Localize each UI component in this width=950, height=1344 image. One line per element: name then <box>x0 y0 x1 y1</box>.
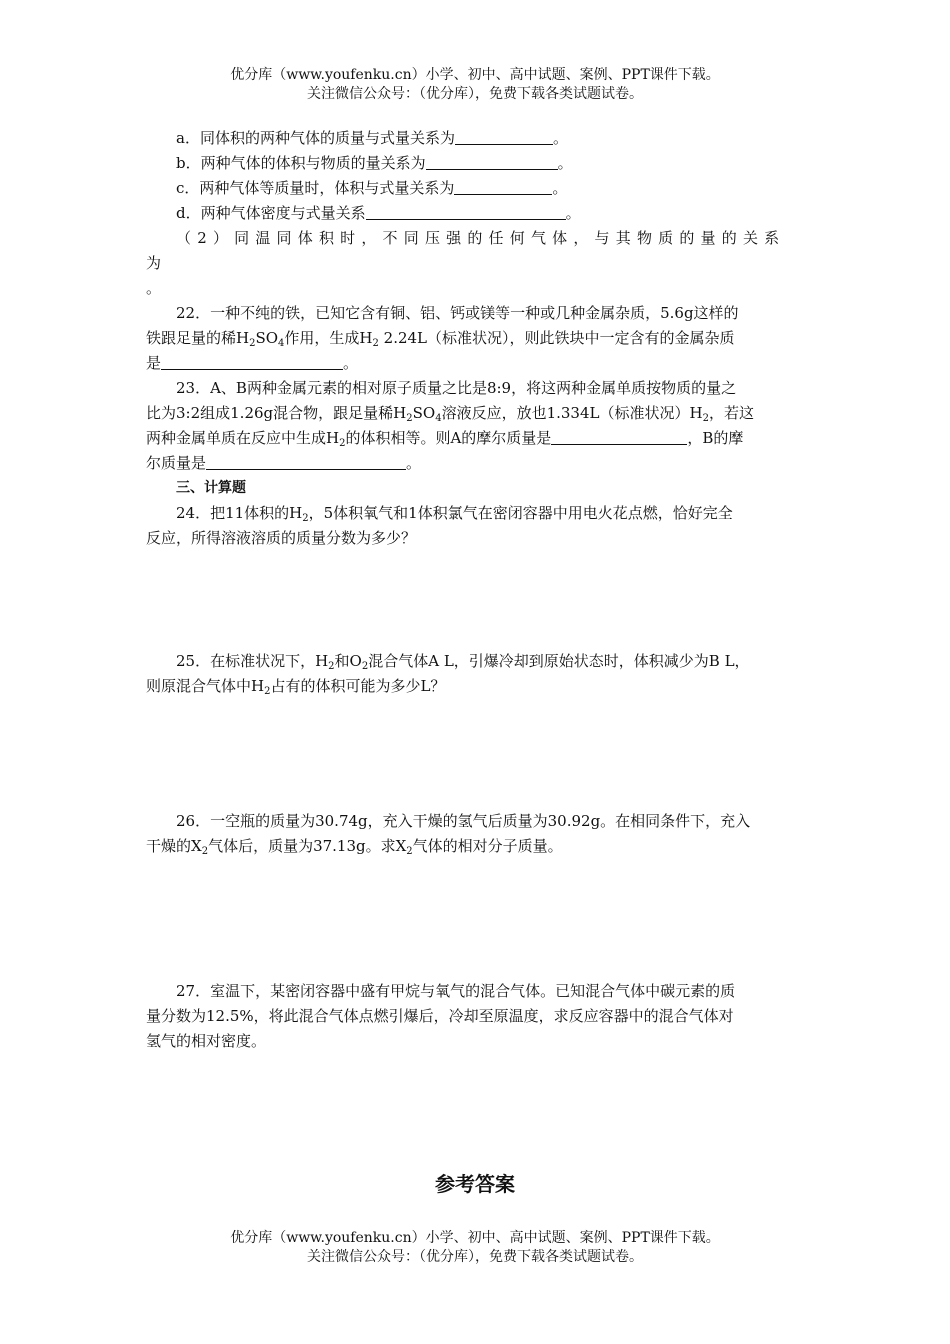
answer-blank[interactable] <box>206 453 406 470</box>
answer-blank[interactable] <box>455 128 553 145</box>
q23-line-4: 尔质量是 。 <box>146 454 422 472</box>
answer-space[interactable] <box>146 699 806 809</box>
q22-line-3: 是 。 <box>146 354 359 372</box>
q27-line-1: 27．室温下，某密闭容器中盛有甲烷与氧气的混合气体。已知混合气体中碳元素的质 <box>176 982 736 1000</box>
q21-part-2-end: 。 <box>146 279 162 297</box>
document-body <box>146 126 806 1054</box>
q23-line-1: 23．A、B两种金属元素的相对原子质量之比是8:9，将这两种金属单质按物质的量之 <box>176 379 737 397</box>
q26-line-1: 26．一空瓶的质量为30.74g，充入干燥的氢气后质量为30.92g。在相同条件下，充入 <box>176 812 751 830</box>
footer-line-2: 关注微信公众号：（优分库），免费下载各类试题试卷。 <box>307 1249 643 1265</box>
q22-line-2: 铁跟足量的稀$H_2SO_4$作用，生成$H_2$ 2.24L（标准状况），则此铁块中一定含有的金属杂质 <box>146 329 735 349</box>
page-header <box>0 66 950 104</box>
answer-space[interactable] <box>146 551 806 649</box>
header-line-1: 优分库（www.youfenku.cn）小学、初中、高中试题、案例、PPT课件下载。 <box>230 67 720 83</box>
q27-line-2: 量分数为12.5%，将此混合气体点燃引爆后，冷却至原温度，求反应容器中的混合气体对 <box>146 1007 734 1025</box>
answer-blank[interactable] <box>426 153 558 170</box>
q21-option-b: b．两种气体的体积与物质的量关系为 。 <box>176 154 573 172</box>
answer-blank[interactable] <box>366 203 566 220</box>
q21-option-a: a．同体积的两种气体的质量与式量关系为 。 <box>176 129 568 147</box>
header-line-2: 关注微信公众号：（优分库），免费下载各类试题试卷。 <box>307 86 643 102</box>
q27-line-3: 氢气的相对密度。 <box>146 1032 267 1050</box>
q22-line-1: 22．一种不纯的铁，已知它含有铜、铝、钙或镁等一种或几种金属杂质，5.6g这样的 <box>176 304 739 322</box>
answer-blank[interactable] <box>551 428 687 445</box>
section-heading: 三、计算题 <box>176 480 246 496</box>
answer-space[interactable] <box>146 859 806 979</box>
q24-line-1: 24．把11体积的$H_2$，5体积氧气和1体积氯气在密闭容器中用电火花点燃，恰好完全 <box>176 504 733 524</box>
q24-line-2: 反应，所得溶液溶质的质量分数为多少？ <box>146 529 417 547</box>
q23-line-3: 两种金属单质在反应中生成$H_2$的体积相等。则A的摩尔质量是 ，B的摩 <box>146 429 744 449</box>
answer-blank[interactable] <box>454 178 552 195</box>
footer-line-1: 优分库（www.youfenku.cn）小学、初中、高中试题、案例、PPT课件下载。 <box>230 1230 720 1246</box>
answer-key-title: 参考答案 <box>435 1172 515 1196</box>
q25-line-1: 25．在标准状况下，$H_2$和$O_2$混合气体A L，引爆冷却到原始状态时，体积减少为B L， <box>176 652 750 672</box>
q21-option-d: d．两种气体密度与式量关系 。 <box>176 204 581 222</box>
q21-part-2: （2）同温同体积时，不同压强的任何气体，与其物质的量的关系为 <box>146 229 786 272</box>
q21-option-c: c．两种气体等质量时，体积与式量关系为 。 <box>176 179 568 197</box>
q23-line-2: 比为3:2组成1.26g混合物，跟足量稀$H_2SO_4$溶液反应，放也1.334L（标准状况）$H_2$，若这 <box>146 404 754 424</box>
page-footer <box>0 1229 950 1267</box>
answer-blank[interactable] <box>161 353 343 370</box>
q25-line-2: 则原混合气体中$H_2$占有的体积可能为多少L？ <box>146 677 446 697</box>
q26-line-2: 干燥的$X_2$气体后，质量为37.13g。求$X_2$气体的相对分子质量。 <box>146 837 563 857</box>
